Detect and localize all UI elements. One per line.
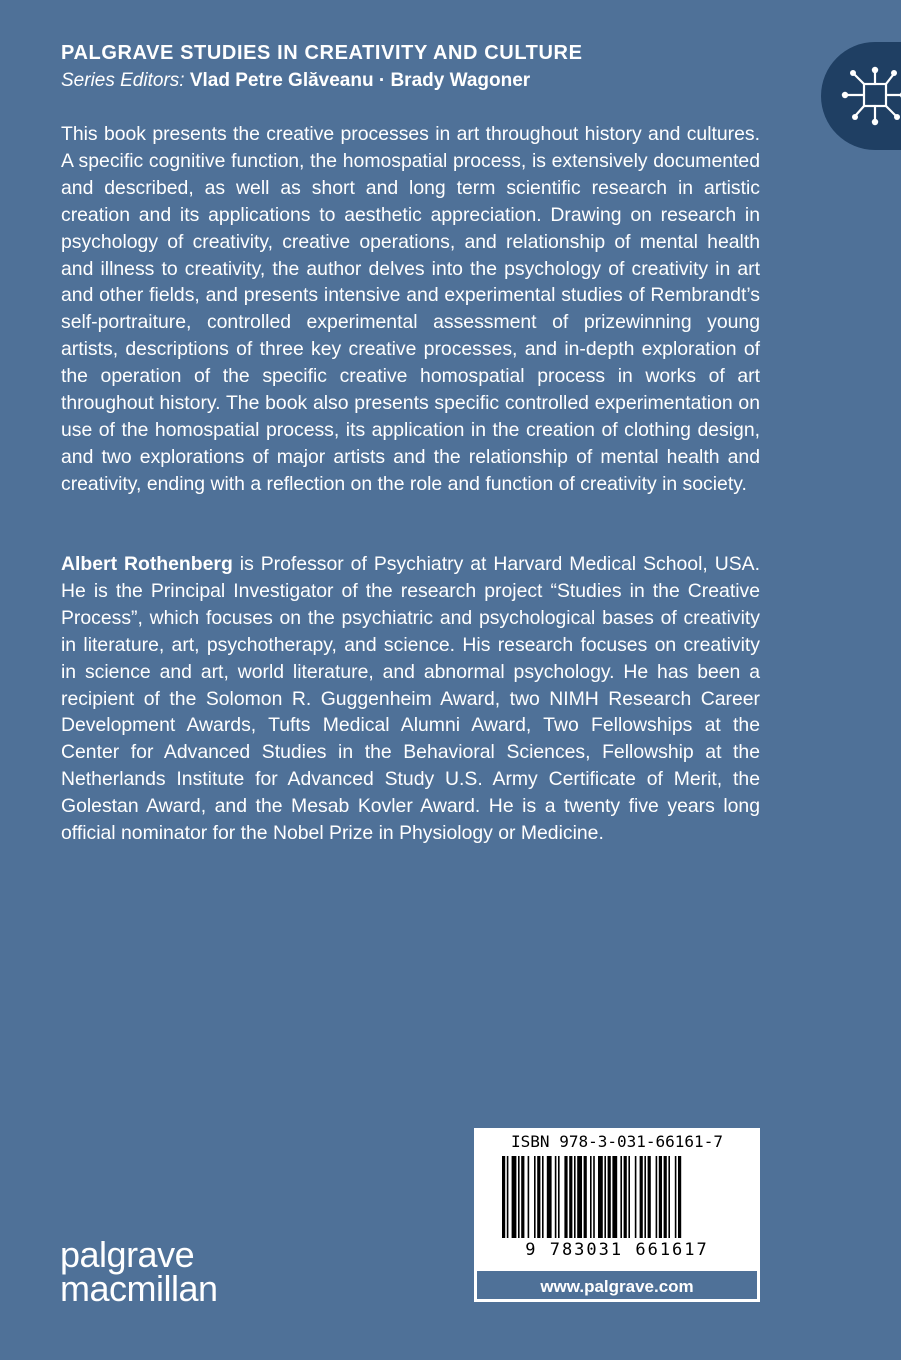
author-bio-text: is Professor of Psychiatry at Harvard Medical School, USA. He is the Principal Investigator of the research project “Studies in the Creative Process”, which focuses on the psychiatric and psychological bases of creativity in literature, art, psychotherapy, and science. His research focuses on creativity in science and art, world literature, and abnormal psychology. He has been a recipient of the Solomon R. Guggenheim Award, two NIMH Research Career Development Awards, Tufts Medical Alumni Award, Two Fellowships at the Center for Advanced Studies in the Behavioral Sciences, Fellowship at the Netherlands Institute for Advanced Study U.S. Army Certificate of Merit, the Golestan Award, and the Mesab Kovler Award. He is a twenty five years long official nominator for the Nobel Prize in Physiology or Medicine. [61, 553, 760, 845]
author-name: Albert Rothenberg [61, 553, 233, 575]
author-bio [61, 551, 760, 847]
barcode-digits: 9 783031 661617 [525, 1240, 709, 1260]
series-editors [61, 70, 530, 92]
publisher-url: www.palgrave.com [474, 1268, 760, 1302]
isbn-label: ISBN 978-3-031-66161-7 [511, 1132, 723, 1151]
publisher-line-1: palgrave [60, 1234, 195, 1275]
logo-tab [821, 42, 901, 150]
series-title: PALGRAVE STUDIES IN CREATIVITY AND CULTURE [61, 42, 583, 64]
barcode-icon [474, 1156, 760, 1240]
publisher-logo [60, 1234, 218, 1309]
book-description: This book presents the creative processes in art throughout history and cultures. A specific cognitive function, the homospatial process, is extensively documented and described, as well as short and long term scientific research in artistic creation and its applications to aesthetic appreciation. Drawing on research in psychology of creativity, creative operations, and relationship of mental health and illness to creativity, the author delves into the psychology of creativity in art and other fields, and presents intensive and experimental studies of Rembrandt’s self-portraiture, controlled experimental assessment of prizewinning young artists, descriptions of three key creative processes, and in-depth exploration of the operation of the specific creative homospatial process in works of art throughout history. The book also presents specific controlled experimentation on use of the homospatial process, its application in the creation of clothing design, and two explorations of major artists and the relationship of mental health and creativity, ending with a reflection on the role and function of creativity in society. [61, 123, 760, 495]
barcode-box [474, 1128, 760, 1302]
palgrave-network-icon [821, 42, 901, 150]
series-editors-label: Series Editors: [61, 70, 185, 91]
series-editors-names: Vlad Petre Glăveanu · Brady Wagoner [189, 70, 531, 91]
publisher-line-2: macmillan [60, 1268, 218, 1309]
